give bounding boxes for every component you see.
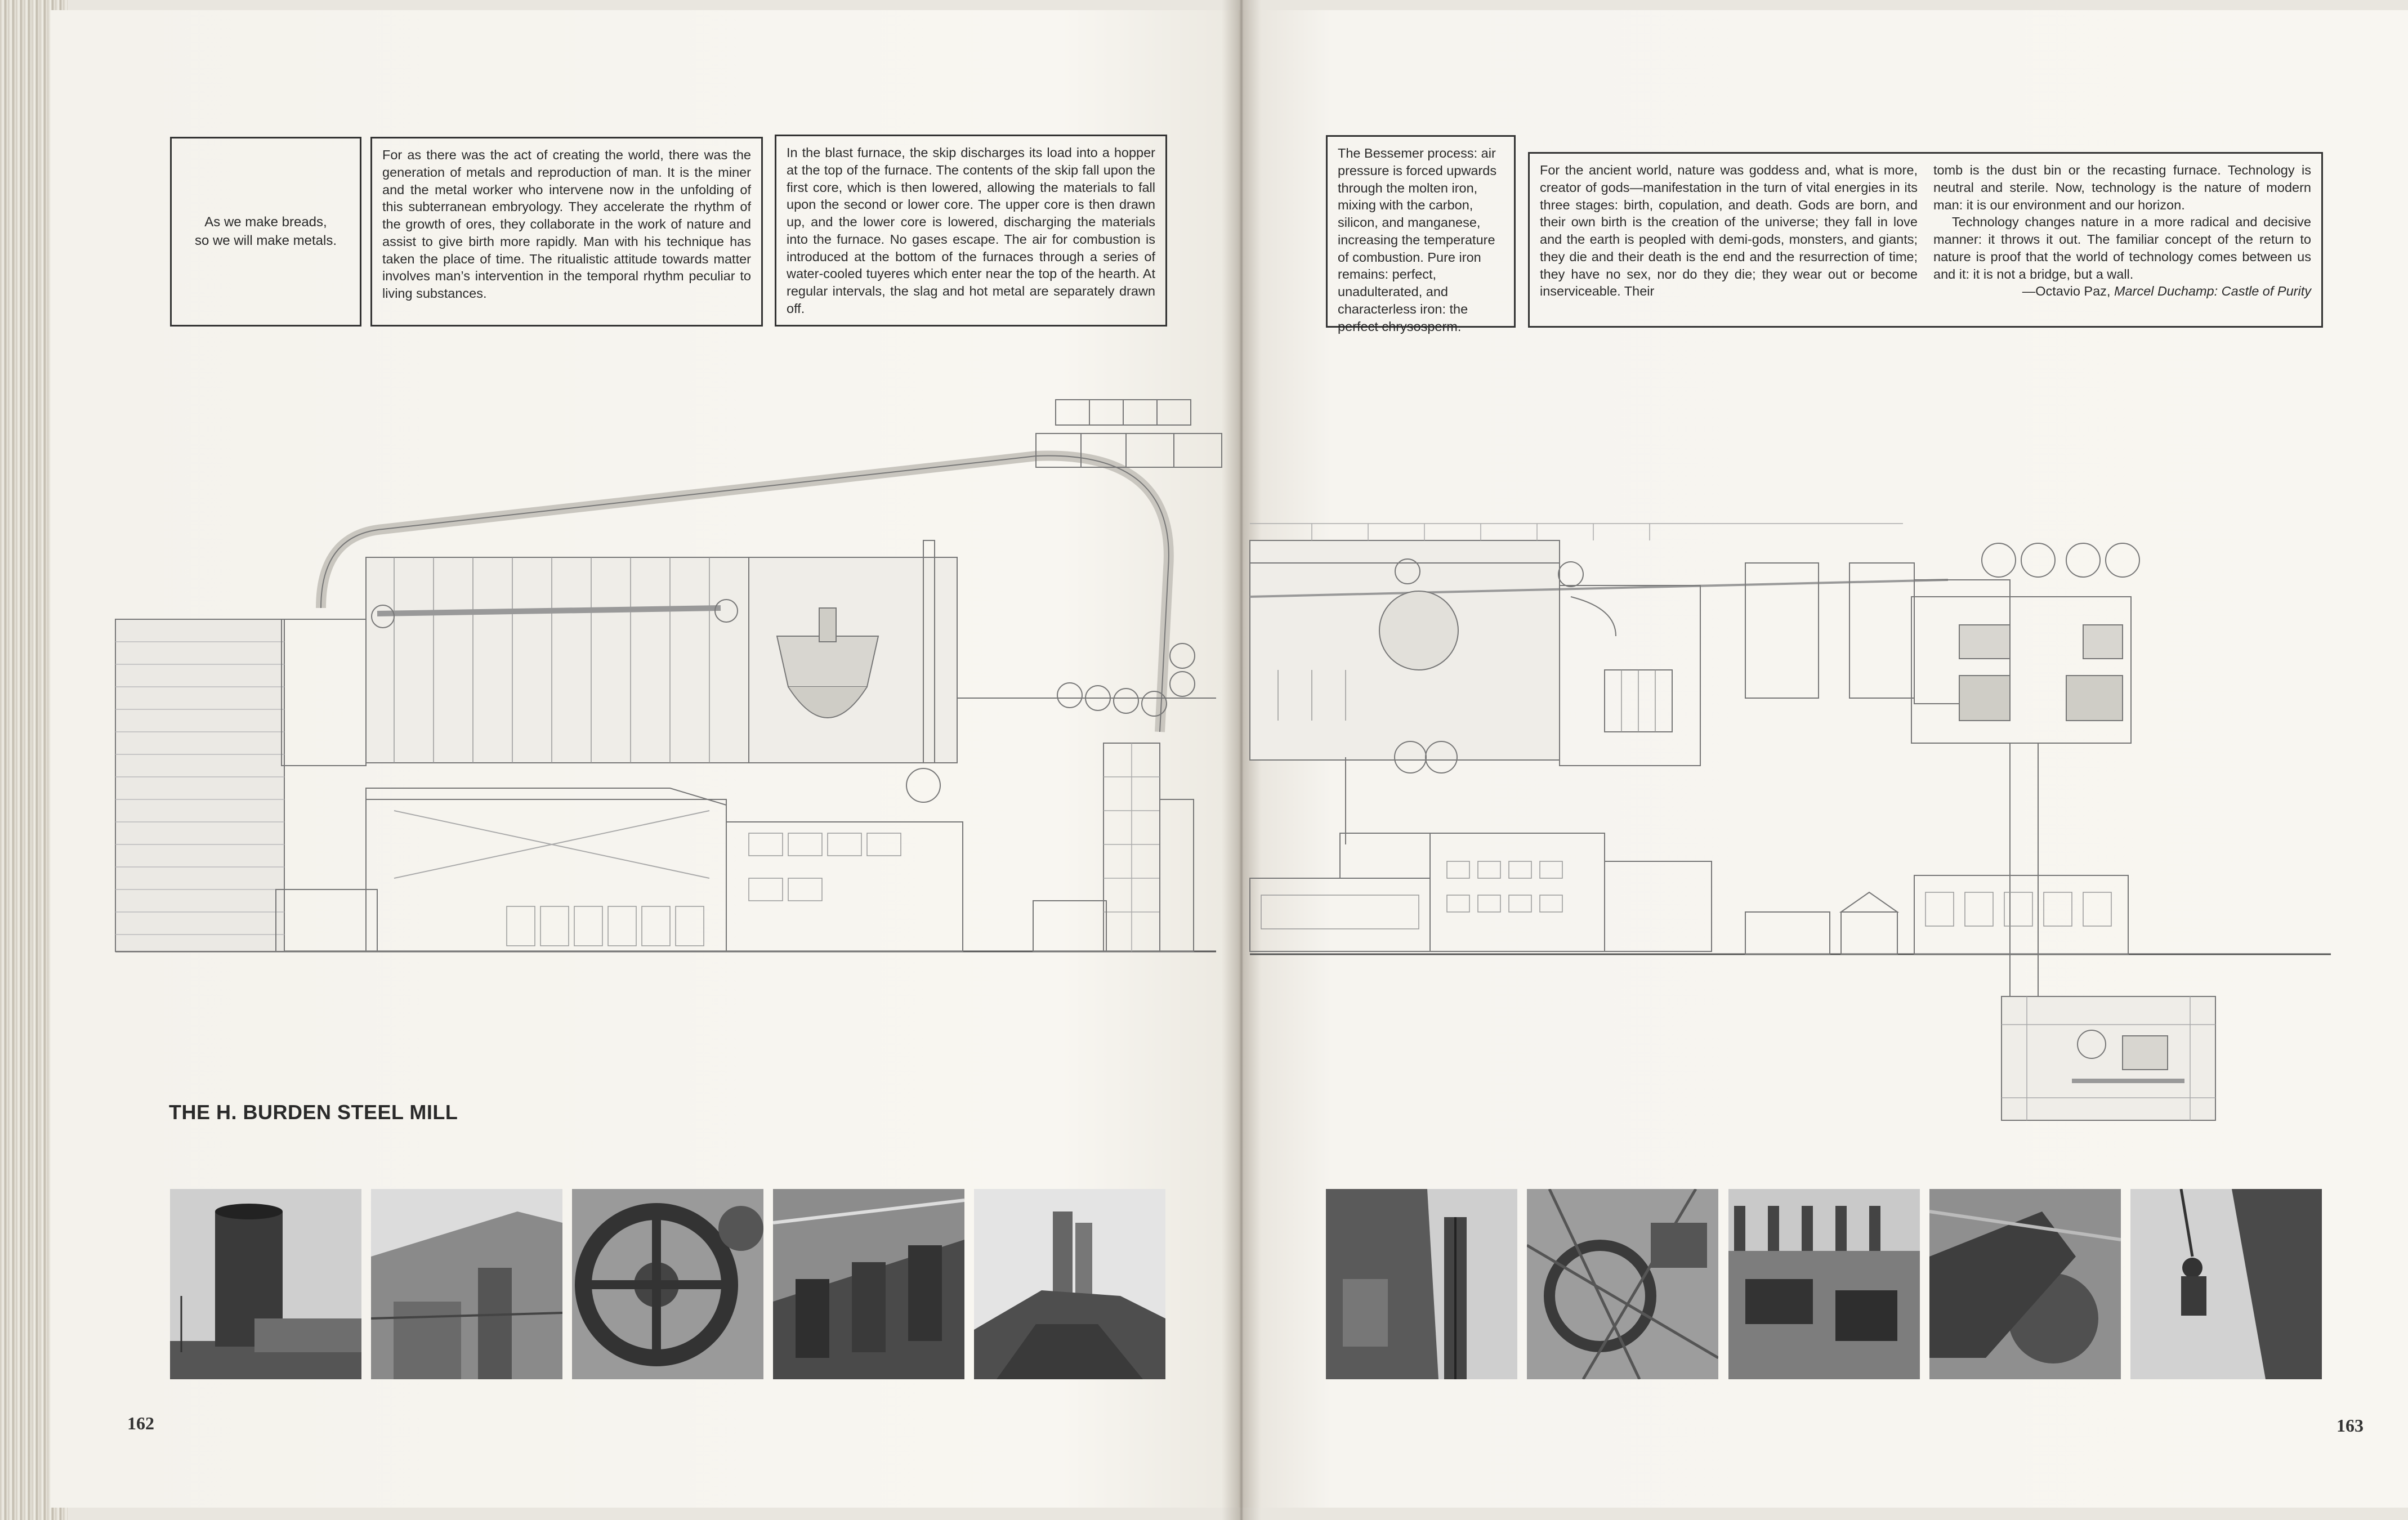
section-title: THE H. BURDEN STEEL MILL — [169, 1101, 458, 1124]
paz-quote-column-1 — [1540, 162, 1918, 318]
water-tower-image — [170, 1189, 361, 1379]
photo-worker-hanging — [2130, 1189, 2322, 1379]
quote-box-breads — [170, 137, 361, 327]
rolling-machinery-image — [773, 1189, 964, 1379]
paz-quote-col2-p2: Technology changes nature in a more radical and decisive manner: it throws it out. The familiar concept of the return to nature is proof that the world of technology comes between us and it: it is not a bridge, but a wall. — [1933, 214, 2311, 281]
scrap-machinery-image — [1929, 1189, 2121, 1379]
rubble-pile-image — [974, 1189, 1165, 1379]
quote-line-1: As we make breads, — [204, 214, 327, 230]
paz-quote-column-2 — [1933, 162, 2311, 318]
furnace-tower-image — [1326, 1189, 1517, 1379]
bessemer-paragraph: The Bessemer process: air pressure is forced upwards through the molten iron, mixing with the carbon, silicon, and manganese, increasing the temperature of combustion. Pure iron remains: perfect, unadulterated, and characterless iron: the perfect chrysosperm. — [1338, 146, 1497, 334]
quote-line-2: so we will make metals. — [194, 233, 337, 248]
worker-hanging-image — [2130, 1189, 2322, 1379]
metals-text-box — [370, 137, 763, 327]
paz-quote-col2-p1: tomb is the dust bin or the recasting furnace. Technology is neutral and sterile. Now, technology is the nature of modern man: it is our environment and our horizon. — [1933, 163, 2311, 212]
metals-paragraph: For as there was the act of creating the world, there was the generation of metals and reproduction of man. It is the miner and the metal worker who intervene now in the unfolding of this subterranean embryology. They accelerate the rhythm of the growth of ores, they collaborate in the work of nature and assist to give birth more rapidly. Man with his technique has taken the place of time. The ritualistic attitude towards matter involves man’s intervention in the temporal rhythm peculiar to living substances. — [382, 147, 751, 301]
flywheel-image — [572, 1189, 763, 1379]
book-gutter — [1222, 0, 1261, 1520]
page-number-left: 162 — [127, 1413, 154, 1433]
blast-furnace-text-box — [775, 135, 1167, 327]
credit-author: —Octavio Paz, — [2022, 284, 2114, 299]
photo-rubble-pile — [974, 1189, 1165, 1379]
mill-interior-image — [1728, 1189, 1920, 1379]
photo-flywheel — [572, 1189, 763, 1379]
photo-overgrown-machinery — [1527, 1189, 1718, 1379]
page-number-right: 163 — [2336, 1415, 2364, 1436]
photo-mill-building — [371, 1189, 562, 1379]
credit-title: Marcel Duchamp: Castle of Purity — [2114, 284, 2311, 299]
photo-water-tower — [170, 1189, 361, 1379]
photo-furnace-tower — [1326, 1189, 1517, 1379]
photo-mill-interior — [1728, 1189, 1920, 1379]
blast-furnace-paragraph: In the blast furnace, the skip discharges its load into a hopper at the top of the furnace. The contents of the skip fall upon the first core, which is then lowered, allowing the materials to fall upon the second or lower core. The upper core is then drawn up, and the lower core is lowered, discharging the materials into the furnace. No gases escape. The air for combustion is introduced at the bottom of the furnaces through a series of water-cooled tuyeres which enter near the top of the hearth. At regular intervals, the slag and hot metal are separately drawn off. — [787, 145, 1155, 316]
bessemer-text-box — [1326, 135, 1516, 334]
mill-building-image — [371, 1189, 562, 1379]
photo-scrap-machinery — [1929, 1189, 2121, 1379]
paz-quote-col1-text: For the ancient world, nature was goddess and, what is more, creator of gods—manifestation in the turn of vital energies in its three stages: birth, copulation, and death. Gods are born, and their own birth is the creation of the universe; they fall in love and the earth is peopled with demi-gods, monsters, and giants; they die and their death is the end and the resurrection of time; they have no sex, nor do they die; they wear out or become inserviceable. Their — [1540, 163, 1918, 299]
paz-quote-box — [1528, 152, 2323, 328]
paz-credit — [1933, 283, 2311, 300]
overgrown-machinery-image — [1527, 1189, 1718, 1379]
photo-rolling-machinery — [773, 1189, 964, 1379]
